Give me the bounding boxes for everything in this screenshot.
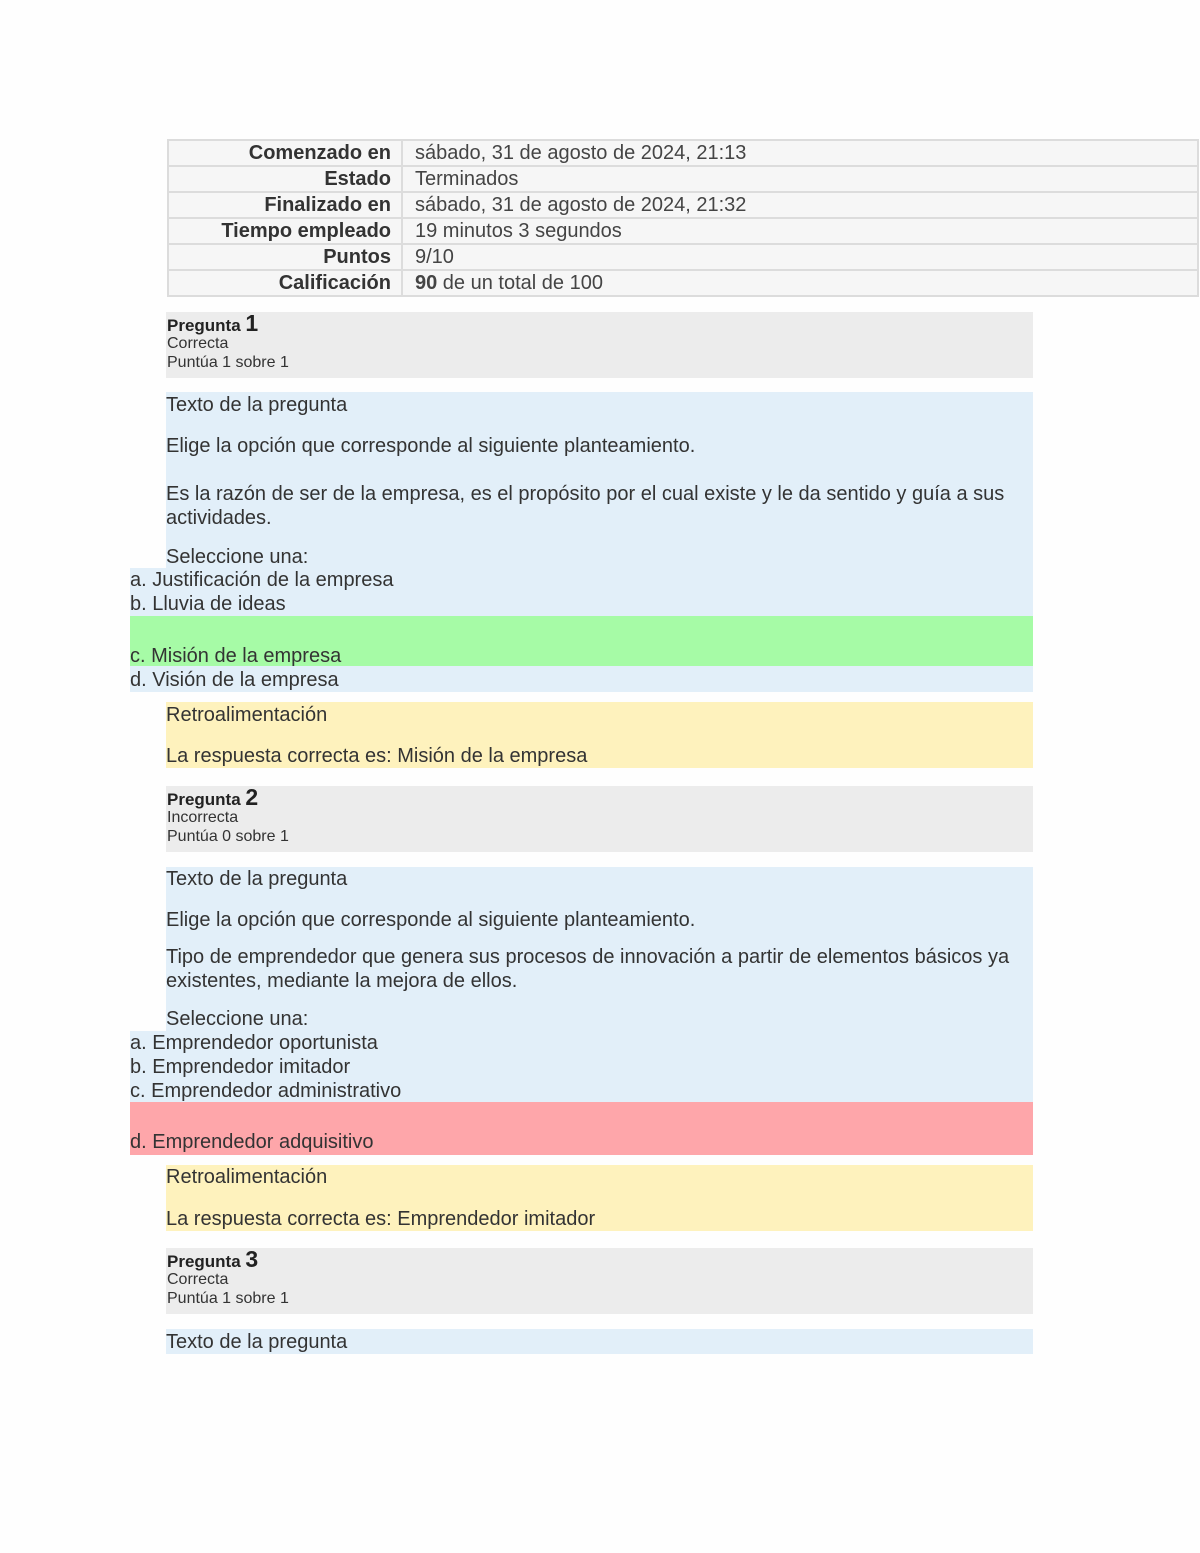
question-number: 3 bbox=[245, 1246, 259, 1272]
summary-row-time bbox=[168, 218, 1198, 244]
summary-row-started bbox=[168, 140, 1198, 166]
summary-row-points bbox=[168, 244, 1198, 270]
question-1-info bbox=[166, 312, 1033, 378]
summary-row-grade bbox=[168, 270, 1198, 296]
answer-option-c[interactable]: c. Emprendedor administrativo bbox=[130, 1080, 402, 1102]
attempt-summary-table bbox=[167, 139, 1199, 297]
summary-row-state bbox=[168, 166, 1198, 192]
select-prompt: Seleccione una: bbox=[166, 1008, 309, 1030]
question-prefix: Pregunta bbox=[167, 316, 241, 335]
question-state: Correcta bbox=[167, 335, 229, 352]
question-2-title bbox=[167, 786, 1033, 808]
question-grade: Puntúa 1 sobre 1 bbox=[167, 354, 289, 371]
answer-option-a[interactable]: a. Justificación de la empresa bbox=[130, 569, 394, 591]
answer-option-d[interactable]: d. Emprendedor adquisitivo bbox=[130, 1131, 374, 1153]
question-number: 1 bbox=[245, 310, 259, 336]
summary-label: Estado bbox=[168, 166, 402, 192]
question-1-feedback bbox=[166, 702, 1033, 768]
summary-value: Terminados bbox=[402, 166, 1198, 192]
grade-score: 90 bbox=[415, 271, 438, 294]
question-instruction: Elige la opción que corresponde al siguiente planteamiento. bbox=[166, 909, 696, 931]
summary-value bbox=[402, 270, 1198, 296]
summary-value: sábado, 31 de agosto de 2024, 21:32 bbox=[402, 192, 1198, 218]
answer-option-d[interactable]: d. Visión de la empresa bbox=[130, 669, 339, 691]
summary-label: Calificación bbox=[168, 270, 402, 296]
question-2-feedback bbox=[166, 1165, 1033, 1231]
question-instruction: Elige la opción que corresponde al siguiente planteamiento. bbox=[166, 435, 696, 457]
question-2-info bbox=[166, 786, 1033, 852]
question-3-text bbox=[166, 1329, 1033, 1354]
answer-option-a[interactable]: a. Emprendedor oportunista bbox=[130, 1032, 378, 1054]
question-state: Incorrecta bbox=[167, 809, 239, 826]
question-1-text bbox=[166, 392, 1033, 568]
summary-label: Puntos bbox=[168, 244, 402, 270]
select-prompt: Seleccione una: bbox=[166, 546, 309, 568]
feedback-text: La respuesta correcta es: Misión de la empresa bbox=[166, 745, 588, 767]
grade-total: de un total de 100 bbox=[437, 271, 603, 294]
question-grade: Puntúa 0 sobre 1 bbox=[167, 828, 289, 845]
feedback-header: Retroalimentación bbox=[166, 1166, 328, 1188]
question-statement: Tipo de emprendedor que genera sus procesos de innovación a partir de elementos básicos ya existentes, mediante la mejora de ellos. bbox=[166, 946, 1010, 992]
summary-value: sábado, 31 de agosto de 2024, 21:13 bbox=[402, 140, 1198, 166]
summary-label: Finalizado en bbox=[168, 192, 402, 218]
feedback-text: La respuesta correcta es: Emprendedor imitador bbox=[166, 1208, 596, 1230]
question-state: Correcta bbox=[167, 1271, 229, 1288]
answer-option-c[interactable]: c. Misión de la empresa bbox=[130, 645, 342, 667]
feedback-header: Retroalimentación bbox=[166, 704, 328, 726]
summary-label: Tiempo empleado bbox=[168, 218, 402, 244]
question-3-title bbox=[167, 1248, 1033, 1270]
summary-label: Comenzado en bbox=[168, 140, 402, 166]
summary-value: 9/10 bbox=[402, 244, 1198, 270]
question-prefix: Pregunta bbox=[167, 1252, 241, 1271]
question-2-text bbox=[166, 867, 1033, 1031]
question-text-header: Texto de la pregunta bbox=[166, 1331, 348, 1353]
question-prefix: Pregunta bbox=[167, 790, 241, 809]
question-grade: Puntúa 1 sobre 1 bbox=[167, 1290, 289, 1307]
question-number: 2 bbox=[245, 784, 259, 810]
question-text-header: Texto de la pregunta bbox=[166, 394, 348, 416]
question-3-info bbox=[166, 1248, 1033, 1314]
question-text-header: Texto de la pregunta bbox=[166, 868, 348, 890]
question-1-title bbox=[167, 312, 1033, 334]
answer-option-b[interactable]: b. Emprendedor imitador bbox=[130, 1056, 351, 1078]
question-statement: Es la razón de ser de la empresa, es el propósito por el cual existe y le da sentido y guía a sus actividades. bbox=[166, 483, 1005, 529]
answer-option-b[interactable]: b. Lluvia de ideas bbox=[130, 593, 286, 615]
summary-row-finished bbox=[168, 192, 1198, 218]
summary-value: 19 minutos 3 segundos bbox=[402, 218, 1198, 244]
